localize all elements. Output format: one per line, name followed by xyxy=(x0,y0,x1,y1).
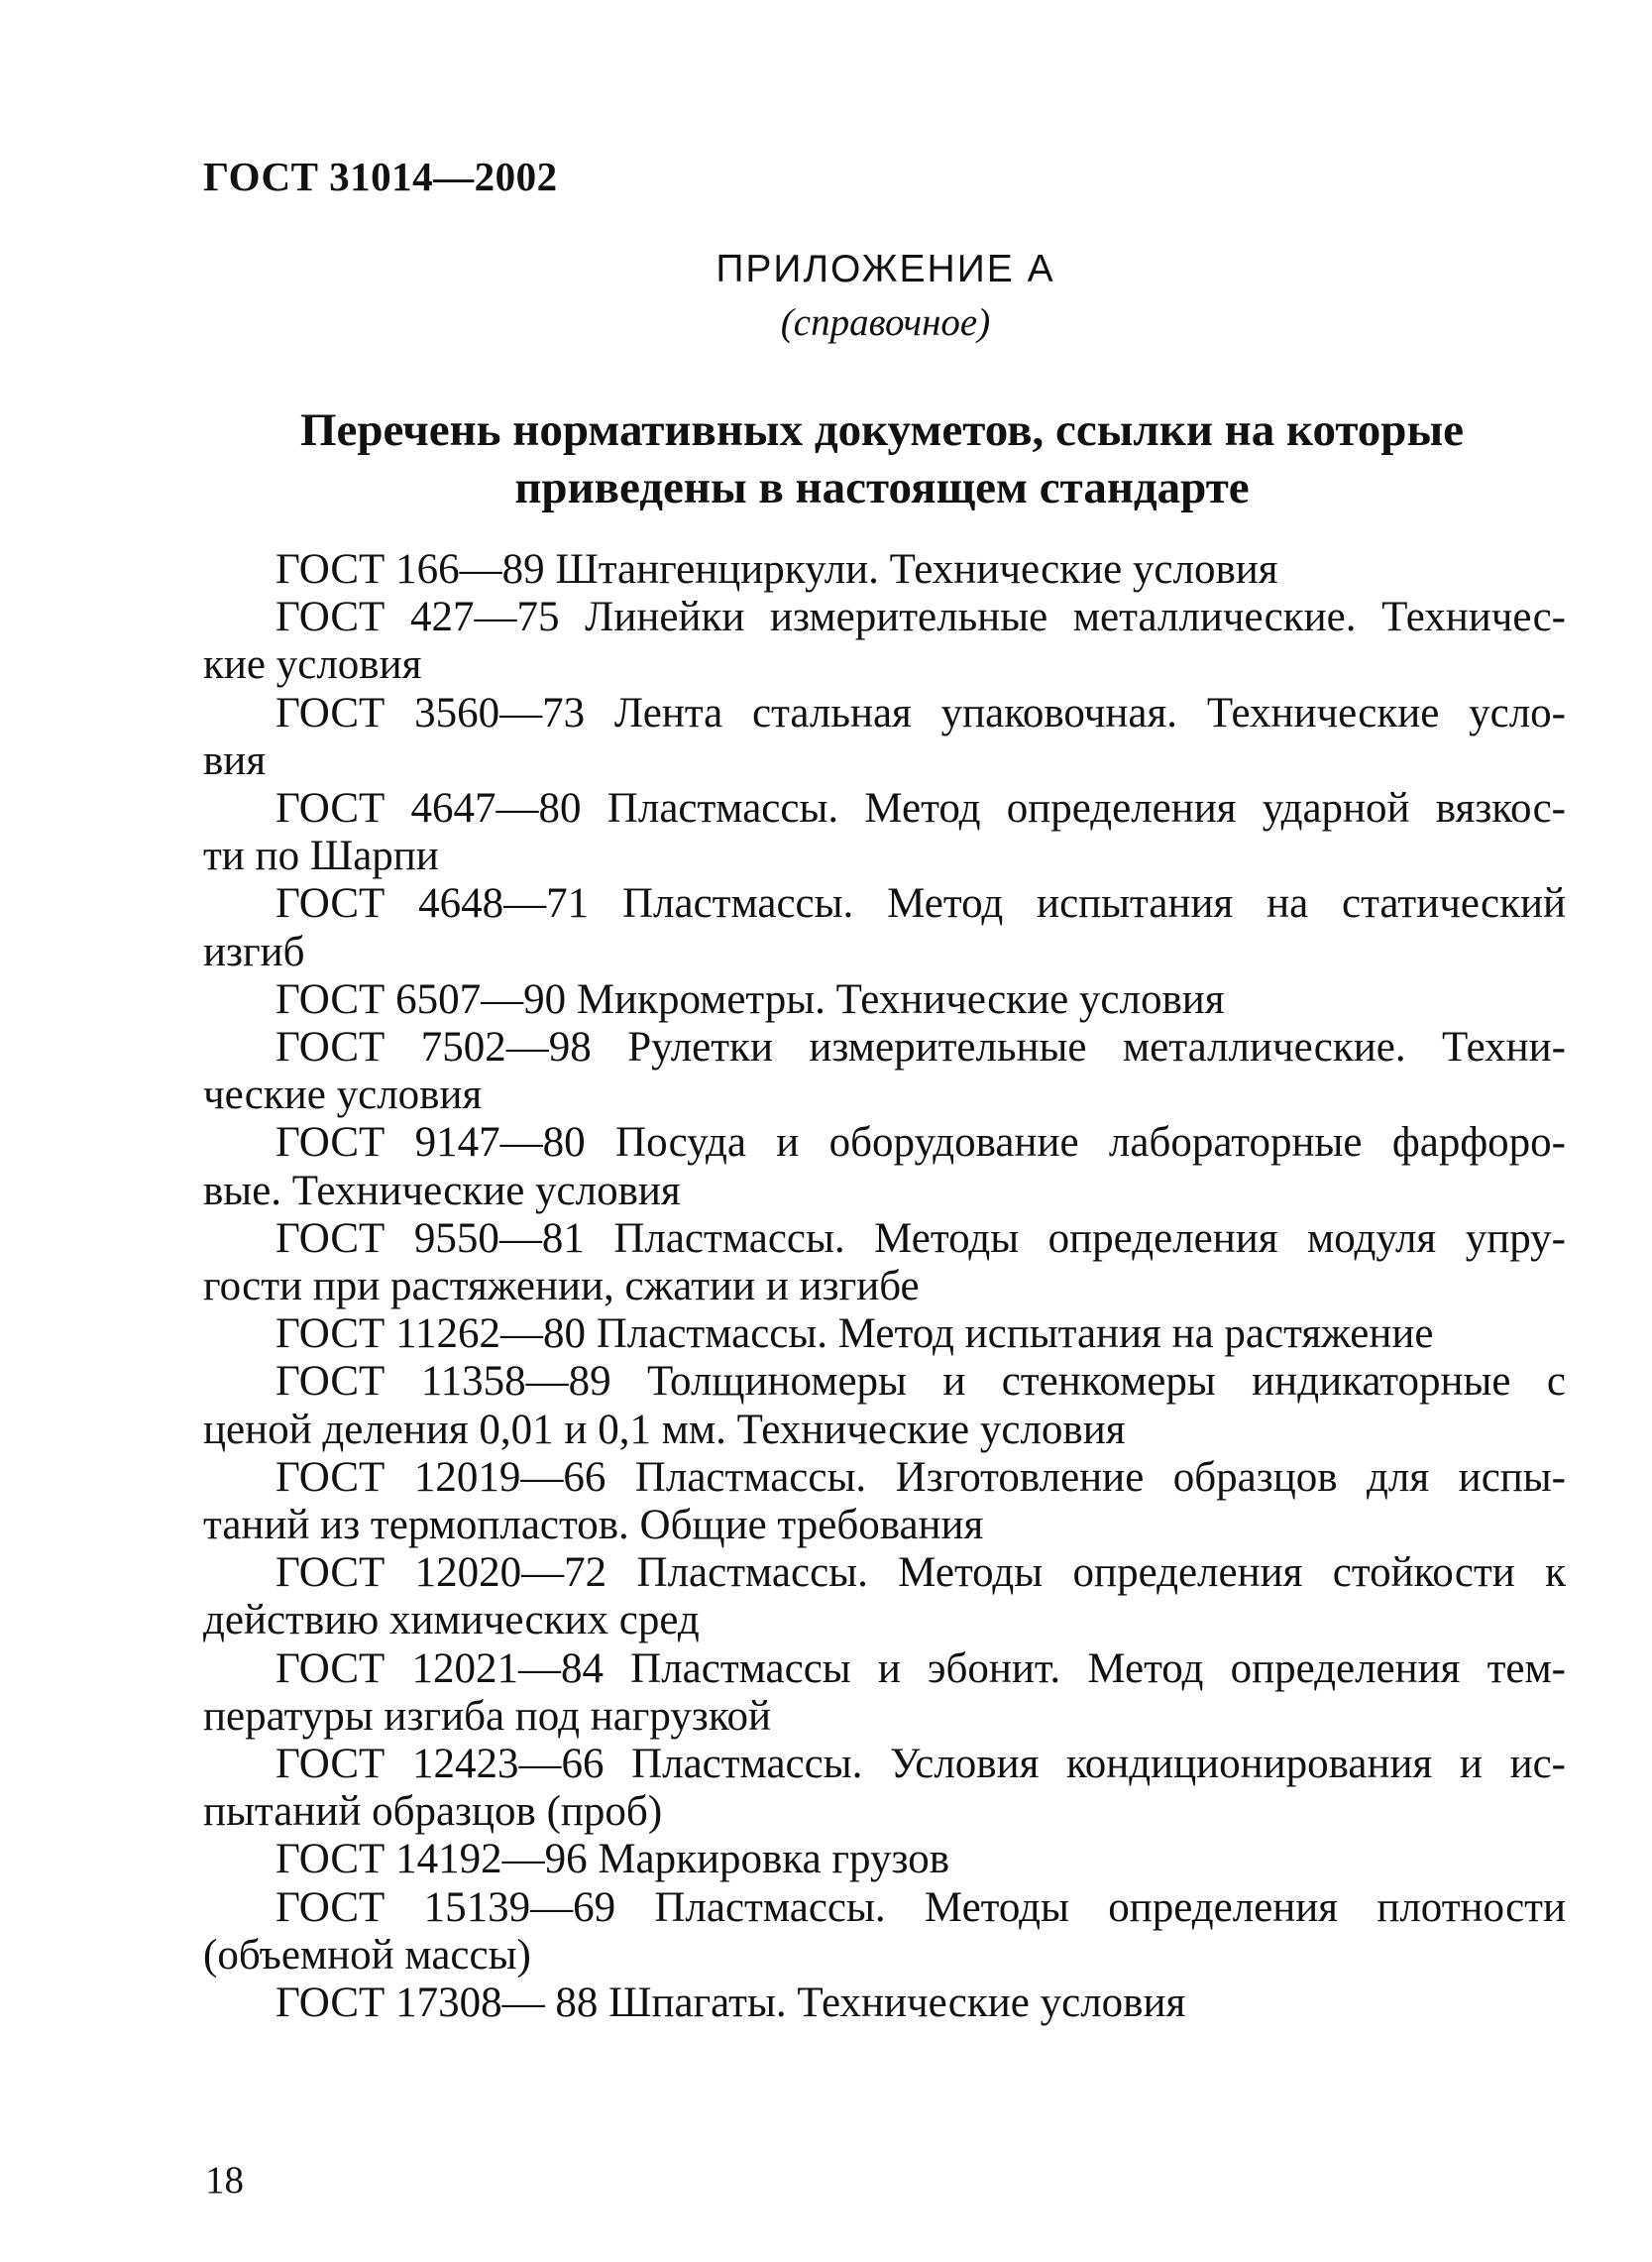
page-number: 18 xyxy=(205,2159,244,2202)
reference-line: гости при растяжении, сжатии и изгибе xyxy=(203,1263,920,1310)
reference-line: ГОСТ 17308— 88 Шпагаты. Технические условия xyxy=(275,1979,1186,2027)
reference-line: изгиб xyxy=(203,928,305,975)
reference-item xyxy=(203,1358,1566,1453)
reference-line: кие условия xyxy=(203,641,422,689)
appendix-heading xyxy=(277,401,1487,516)
reference-line: пытаний образцов (проб) xyxy=(203,1788,663,1836)
reference-item xyxy=(203,880,1566,975)
reference-line: ГОСТ 7502—98 Рулетки измерительные металлические. Техни- xyxy=(275,1024,1566,1072)
reference-item xyxy=(203,1979,1566,2027)
reference-item xyxy=(203,546,1566,594)
reference-line: таний из термопластов. Общие требования xyxy=(203,1502,984,1549)
reference-item xyxy=(203,1454,1566,1549)
reference-item xyxy=(203,1741,1566,1836)
reference-line: ГОСТ 11358—89 Толщиномеры и стенкомеры индикаторные с xyxy=(275,1358,1566,1406)
appendix-title: ПРИЛОЖЕНИЕ А xyxy=(716,248,1055,290)
reference-item xyxy=(203,1836,1566,1883)
reference-line: действию химических сред xyxy=(203,1597,700,1644)
reference-line: ти по Шарпи xyxy=(203,833,439,880)
reference-line: ГОСТ 15139—69 Пластмассы. Методы определения плотности xyxy=(275,1883,1566,1931)
reference-item xyxy=(203,785,1566,880)
reference-line: ГОСТ 12021—84 Пластмассы и эбонит. Метод определения тем- xyxy=(275,1644,1566,1692)
reference-item xyxy=(203,1310,1566,1358)
reference-line: ГОСТ 14192—96 Маркировка грузов xyxy=(275,1836,950,1883)
reference-line: ценой деления 0,01 и 0,1 мм. Технические условия xyxy=(203,1406,1126,1453)
reference-line: ГОСТ 12020—72 Пластмассы. Методы определения стойкости к xyxy=(275,1549,1566,1597)
reference-item xyxy=(203,690,1566,785)
appendix-heading-line: Перечень нормативных докуметов, ссылки на которые xyxy=(299,404,1464,456)
reference-line: ГОСТ 12423—66 Пластмассы. Условия кондиционирования и ис- xyxy=(275,1741,1566,1788)
reference-line: ГОСТ 11262—80 Пластмассы. Метод испытания на растяжение xyxy=(275,1310,1434,1358)
reference-item xyxy=(203,1645,1566,1741)
reference-item xyxy=(203,1119,1566,1214)
reference-line: ГОСТ 4648—71 Пластмассы. Метод испытания на статический xyxy=(275,880,1566,928)
reference-item xyxy=(203,976,1566,1024)
reference-line: ГОСТ 4647—80 Пластмассы. Метод определения ударной вязкос- xyxy=(275,785,1566,833)
running-head-standard-id: ГОСТ 31014—2002 xyxy=(203,154,558,199)
reference-line: вые. Технические условия xyxy=(203,1167,681,1214)
reference-line: ческие условия xyxy=(203,1072,483,1119)
reference-item xyxy=(203,1549,1566,1644)
reference-item xyxy=(203,1024,1566,1119)
reference-line: вия xyxy=(203,736,267,784)
reference-line: ГОСТ 12019—66 Пластмассы. Изготовление образцов для испы- xyxy=(275,1453,1566,1501)
reference-line: ГОСТ 6507—90 Микрометры. Технические условия xyxy=(275,975,1225,1023)
reference-line: ГОСТ 3560—73 Лента стальная упаковочная. Технические усло- xyxy=(275,689,1566,736)
reference-line: ГОСТ 9550—81 Пластмассы. Методы определения модуля упру- xyxy=(275,1214,1566,1262)
reference-line: ГОСТ 427—75 Линейки измерительные металлические. Техничес- xyxy=(275,594,1566,641)
reference-item xyxy=(203,594,1566,689)
reference-line: ГОСТ 166—89 Штангенциркули. Технические условия xyxy=(275,546,1278,593)
reference-item xyxy=(203,1884,1566,1979)
reference-item xyxy=(203,1215,1566,1310)
reference-line: пературы изгиба под нагрузкой xyxy=(203,1692,772,1740)
reference-line: (объемной массы) xyxy=(203,1931,531,1979)
appendix-heading-line: приведены в настоящем стандарте xyxy=(514,462,1250,513)
appendix-kind: (справочное) xyxy=(780,301,991,344)
reference-line: ГОСТ 9147—80 Посуда и оборудование лабораторные фарфоро- xyxy=(275,1119,1566,1167)
normative-references-list xyxy=(203,546,1566,2027)
